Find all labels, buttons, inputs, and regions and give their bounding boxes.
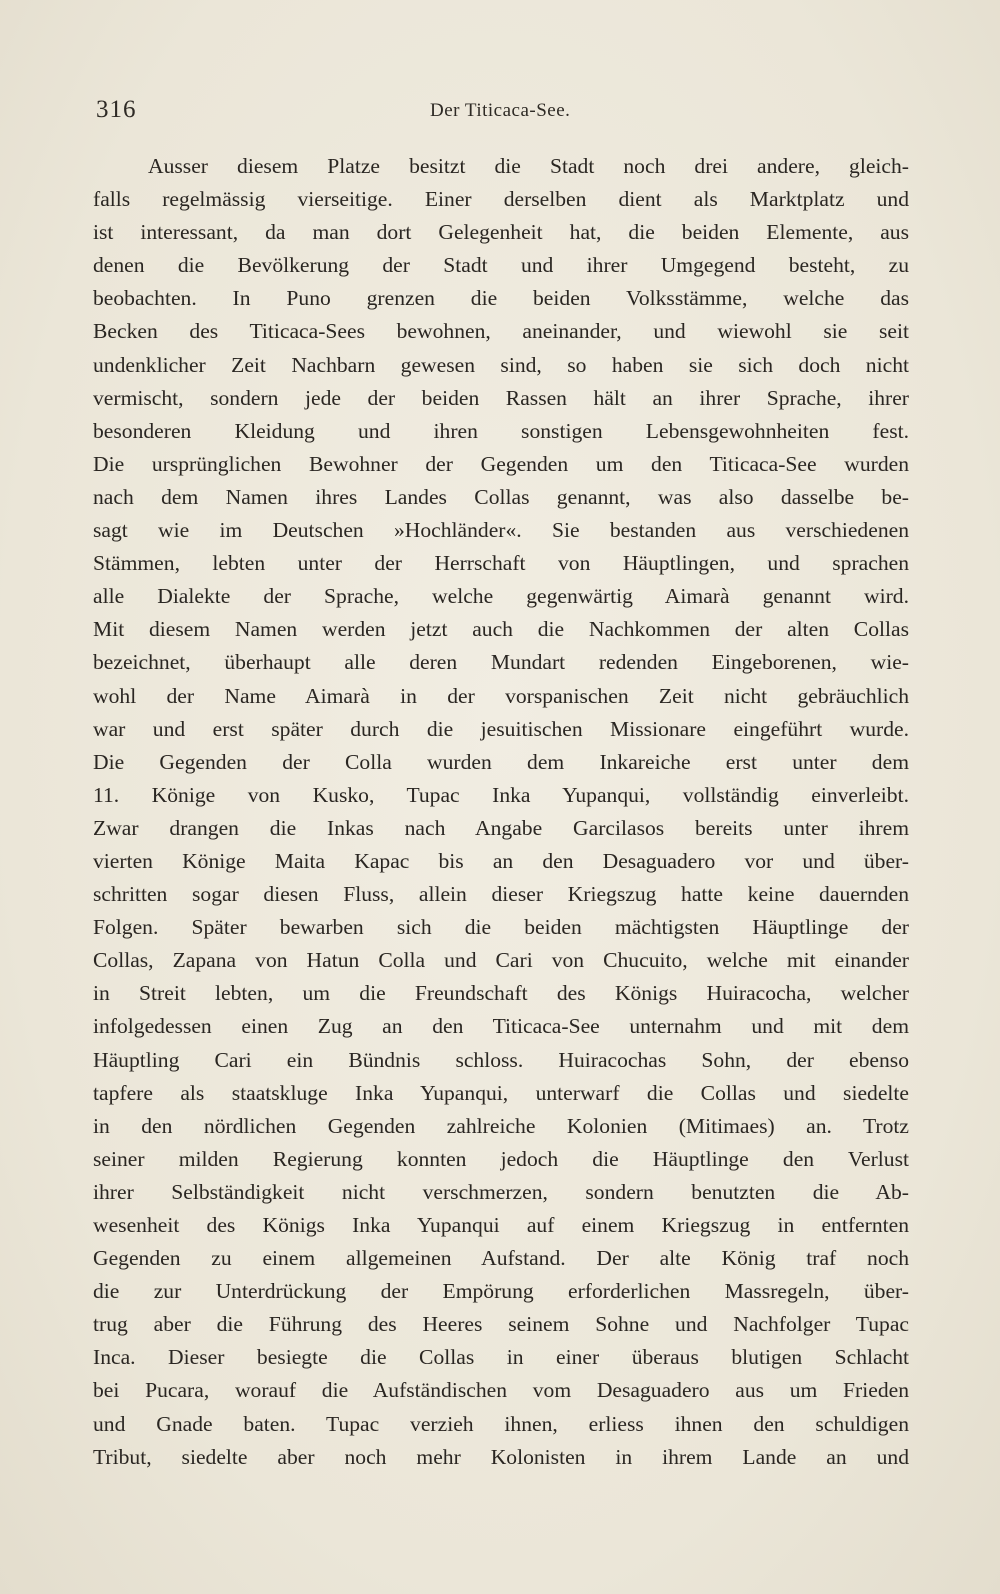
text-line: die zur Unterdrückung der Empörung erforderlichen Massregeln, über- [93,1279,909,1304]
text-line: ist interessant, da man dort Gelegenheit hat, die beiden Elemente, aus [93,220,909,245]
running-title: Der Titicaca-See. [430,100,571,121]
text-line: 11. Könige von Kusko, Tupac Inka Yupanqui, vollständig einverleibt. [93,782,909,807]
text-line: Collas, Zapana von Hatun Colla und Cari von Chucuito, welche mit einander [93,948,909,973]
text-line: war und erst später durch die jesuitischen Missionare eingeführt wurde. [93,716,909,741]
text-line: beobachten. In Puno grenzen die beiden Volksstämme, welche das [93,286,909,311]
text-line: undenklicher Zeit Nachbarn gewesen sind, so haben sie sich doch nicht [93,352,909,377]
text-line: tapfere als staatskluge Inka Yupanqui, unterwarf die Collas und siedelte [93,1080,909,1105]
text-line: bezeichnet, überhaupt alle deren Mundart redenden Eingeborenen, wie- [93,650,909,675]
text-line: Folgen. Später bewarben sich die beiden mächtigsten Häuptlinge der [93,915,909,940]
text-line: denen die Bevölkerung der Stadt und ihrer Umgegend besteht, zu [93,253,909,278]
text-line: seiner milden Regierung konnten jedoch die Häuptlinge den Verlust [93,1146,909,1171]
text-line: in Streit lebten, um die Freundschaft des Königs Huiracocha, welcher [93,981,909,1006]
text-line: bei Pucara, worauf die Aufständischen vom Desaguadero aus um Frieden [93,1378,909,1403]
text-line: Die Gegenden der Colla wurden dem Inkareiche erst unter dem [93,749,909,774]
page-number: 316 [96,96,137,123]
text-line: Ausser diesem Platze besitzt die Stadt noch drei andere, gleich- [148,154,909,178]
text-line: vierten Könige Maita Kapac bis an den Desaguadero vor und über- [93,848,909,873]
text-line: Tribut, siedelte aber noch mehr Kolonisten in ihrem Lande an und [93,1444,909,1469]
text-line: Häuptling Cari ein Bündnis schloss. Huiracochas Sohn, der ebenso [93,1047,909,1072]
text-line: Becken des Titicaca-Sees bewohnen, aneinander, und wiewohl sie seit [93,319,909,344]
text-line: falls regelmässig vierseitige. Einer derselben dient als Marktplatz und [93,187,909,212]
text-line: Inca. Dieser besiegte die Collas in einer überaus blutigen Schlacht [93,1345,909,1370]
text-line: Die ursprünglichen Bewohner der Gegenden um den Titicaca-See wurden [93,451,909,476]
body-text [93,150,909,1474]
text-line: Gegenden zu einem allgemeinen Aufstand. Der alte König traf noch [93,1246,909,1271]
text-line: Stämmen, lebten unter der Herrschaft von Häuptlingen, und sprachen [93,551,909,576]
text-line: ihrer Selbständigkeit nicht verschmerzen, sondern benutzten die Ab- [93,1179,909,1204]
text-line: besonderen Kleidung und ihren sonstigen Lebensgewohnheiten fest. [93,418,909,443]
text-line: infolgedessen einen Zug an den Titicaca-See unternahm und mit dem [93,1014,909,1039]
text-line: Mit diesem Namen werden jetzt auch die Nachkommen der alten Collas [93,617,909,642]
text-line: vermischt, sondern jede der beiden Rassen hält an ihrer Sprache, ihrer [93,385,909,410]
text-line: trug aber die Führung des Heeres seinem Sohne und Nachfolger Tupac [93,1312,909,1337]
text-line: in den nördlichen Gegenden zahlreiche Kolonien (Mitimaes) an. Trotz [93,1113,909,1138]
text-line: nach dem Namen ihres Landes Collas genannt, was also dasselbe be- [93,484,909,509]
text-line: Zwar drangen die Inkas nach Angabe Garcilasos bereits unter ihrem [93,815,909,840]
text-line: alle Dialekte der Sprache, welche gegenwärtig Aimarà genannt wird. [93,584,909,609]
page-header [96,96,908,136]
text-line: schritten sogar diesen Fluss, allein dieser Kriegszug hatte keine dauernden [93,882,909,907]
text-line: wesenheit des Königs Inka Yupanqui auf einem Kriegszug in entfernten [93,1213,909,1237]
text-line: sagt wie im Deutschen »Hochländer«. Sie bestanden aus verschiedenen [93,518,909,543]
text-line: und Gnade baten. Tupac verzieh ihnen, erliess ihnen den schuldigen [93,1411,909,1436]
text-line: wohl der Name Aimarà in der vorspanischen Zeit nicht gebräuchlich [93,683,909,708]
